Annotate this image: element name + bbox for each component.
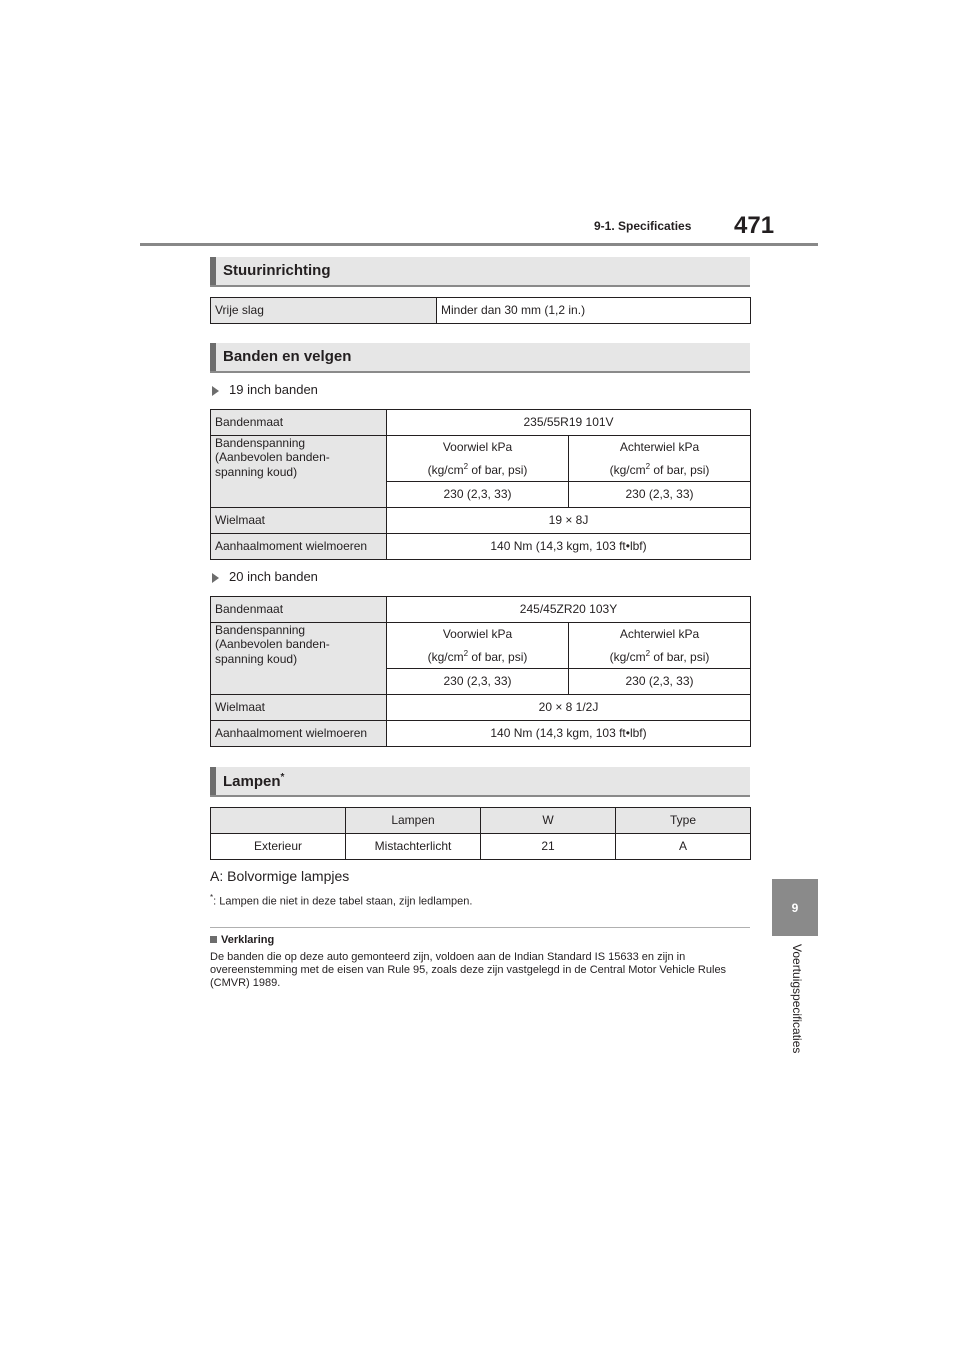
rear-pressure-value: 230 (2,3, 33) [569,482,751,508]
front-wheel-header [387,436,569,482]
table-row [211,436,751,482]
front-wheel-header [387,623,569,669]
front-wheel-header-unit: ($kg/cm^2$ of bar, psi) [427,462,528,477]
header-divider [140,243,818,246]
tire-pressure-label-line: (Aanbevolen banden- [215,637,330,652]
subheading-text: 19 inch banden [229,382,318,397]
tire-size-value: 245/45ZR20 103Y [387,597,751,623]
table-row [211,534,751,560]
section-marker [210,343,216,371]
section-lamps-header [210,767,750,797]
front-wheel-header-line: Voorwiel kPa [442,627,513,641]
tire-pressure-label-line: Bandenspanning [215,436,306,450]
table-row [211,298,751,324]
table-row [211,597,751,623]
tire-table-19 [210,409,751,560]
tire-size-label: Bandenmaat [211,597,387,623]
lamps-cell: Exterieur [211,834,346,860]
wheel-size-label: Wielmaat [211,695,387,721]
table-row [211,834,751,860]
rear-pressure-value: 230 (2,3, 33) [569,669,751,695]
lamps-footnote [210,893,472,908]
header-section-title: 9-1. Specificaties [594,219,692,233]
triangle-bullet-icon [212,573,219,583]
rear-wheel-header-line: Achterwiel kPa [619,440,700,454]
torque-label: Aanhaalmoment wielmoeren [211,721,387,747]
tire-pressure-label [211,436,387,508]
rear-wheel-header-line: Achterwiel kPa [619,627,700,641]
lamps-col-header: Type [616,808,751,834]
lamps-cell: A [616,834,751,860]
bulb-type-note: A: Bolvormige lampjes [210,868,350,884]
front-wheel-header-unit: ($kg/cm^2$ of bar, psi) [427,649,528,664]
square-bullet-icon [210,936,217,943]
tire-pressure-label-line: Bandenspanning [215,623,306,637]
lamps-col-header: W [481,808,616,834]
section-lamps-title-text: Lampen [223,773,281,790]
steering-play-value: Minder dan 30 mm (1,2 in.) [437,298,751,324]
page-number: 471 [734,212,775,239]
divider [210,927,750,928]
table-row [211,623,751,669]
chapter-tab: 9 [772,879,818,936]
section-marker [210,257,216,285]
front-pressure-value: 230 (2,3, 33) [387,669,569,695]
wheel-size-value: 19 × 8J [387,508,751,534]
rear-wheel-header [569,436,751,482]
triangle-bullet-icon [212,386,219,396]
explanation-body: De banden die op deze auto gemonteerd zijn, voldoen aan de Indian Standard IS 15633 en zijn in overeenstemming met de eisen van Rule 95, zoals deze zijn vastgelegd in de Central Motor Vehicle Rules (CMVR) 1989. [210,951,727,989]
front-pressure-value: 230 (2,3, 33) [387,482,569,508]
table-header-row [211,808,751,834]
explanation-heading-text: Verklaring [221,934,275,946]
tire-pressure-label-line: spanning koud) [215,651,298,666]
footnote-marker: * [210,893,214,902]
lamps-table [210,807,751,860]
front-wheel-header-line: Voorwiel kPa [442,440,513,454]
rear-wheel-header [569,623,751,669]
tire-table-20 [210,596,751,747]
rear-wheel-header-unit: ($kg/cm^2$ of bar, psi) [609,462,710,477]
section-lamps-title [223,772,284,790]
tire-pressure-label-line: spanning koud) [215,464,298,479]
section-steering-title: Stuurinrichting [223,262,331,279]
subheading-text: 20 inch banden [229,569,318,584]
section-tires-header [210,343,750,373]
wheel-size-value: 20 × 8 1/2J [387,695,751,721]
tire-pressure-label-line: (Aanbevolen banden- [215,450,330,465]
section-steering-header [210,257,750,287]
torque-value: 140 Nm (14,3 kgm, 103 ft•lbf) [387,721,751,747]
section-marker [210,767,216,795]
subheading-19-inch [212,382,318,397]
table-row [211,721,751,747]
rear-wheel-header-unit: ($kg/cm^2$ of bar, psi) [609,649,710,664]
footnote-text: : Lampen die niet in deze tabel staan, zijn ledlampen. [213,895,473,908]
lamps-col-header: Lampen [346,808,481,834]
table-row [211,695,751,721]
section-tires-title: Banden en velgen [223,348,352,365]
tire-pressure-label [211,623,387,695]
torque-value: 140 Nm (14,3 kgm, 103 ft•lbf) [387,534,751,560]
tire-size-value: 235/55R19 101V [387,410,751,436]
lamps-cell: 21 [481,834,616,860]
explanation-heading [210,934,274,946]
steering-table [210,297,751,324]
lamps-col-header [211,808,346,834]
torque-label: Aanhaalmoment wielmoeren [211,534,387,560]
subheading-20-inch [212,569,318,584]
steering-play-label: Vrije slag [211,298,437,324]
footnote-marker: * [280,772,285,783]
table-row [211,410,751,436]
chapter-side-label: Voertuigspecificaties [790,944,804,1054]
table-row [211,508,751,534]
tire-size-label: Bandenmaat [211,410,387,436]
lamps-cell: Mistachterlicht [346,834,481,860]
wheel-size-label: Wielmaat [211,508,387,534]
